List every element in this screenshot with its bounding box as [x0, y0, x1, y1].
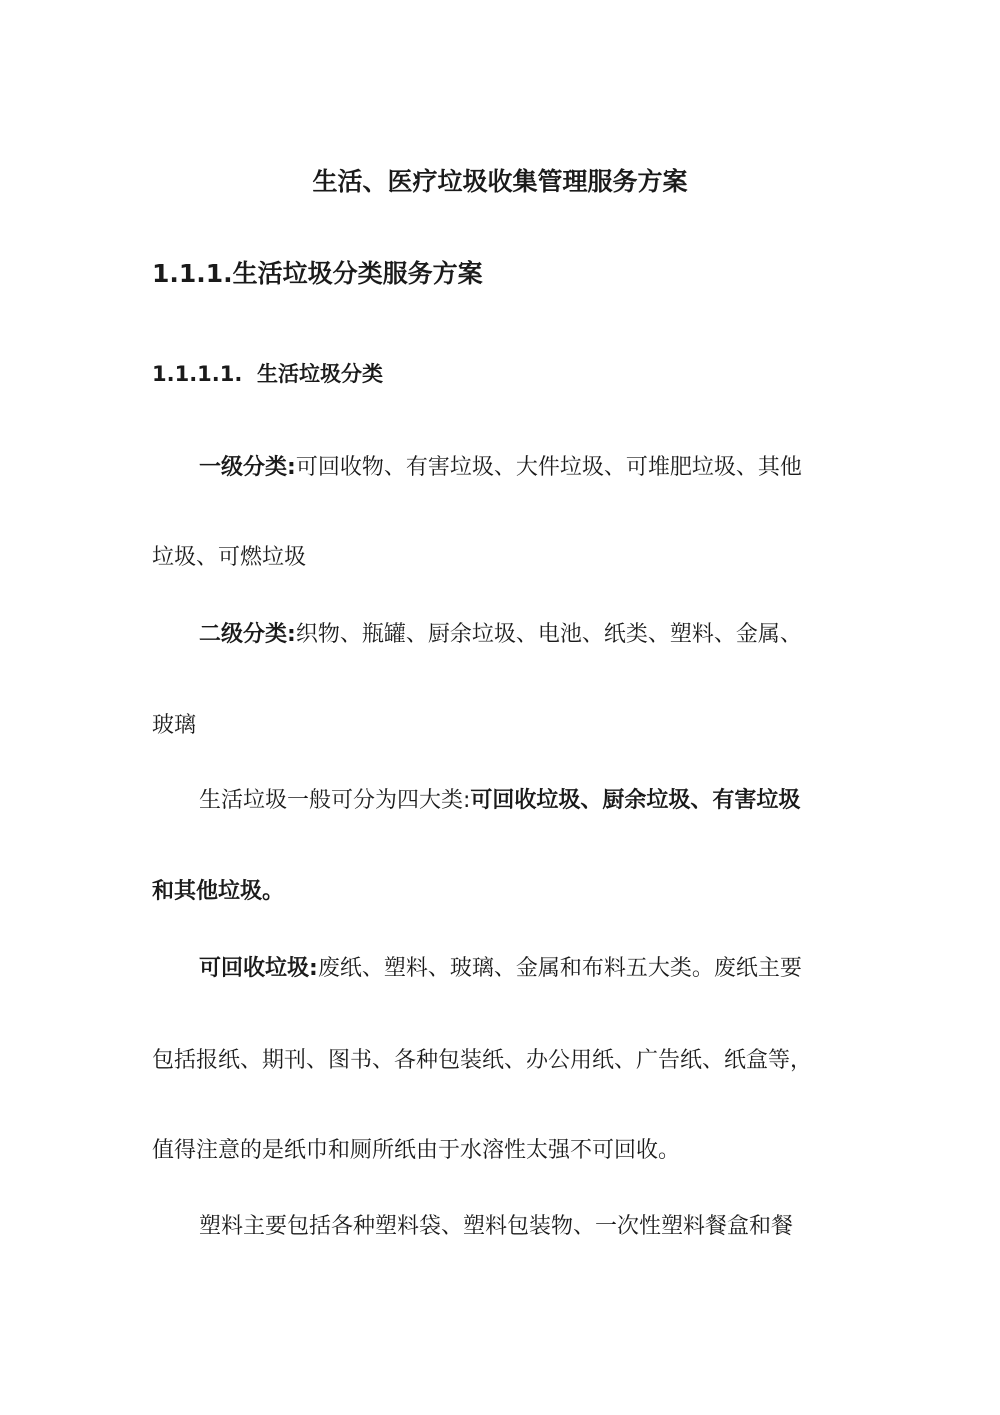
subsection-number: 1.1.1.1.: [152, 362, 243, 386]
primary-classification-label: 一级分类:: [199, 455, 296, 480]
paragraph-line: 玻璃: [152, 713, 197, 738]
four-categories-intro: 生活垃圾一般可分为四大类:: [199, 788, 471, 813]
document-title: 生活、医疗垃圾收集管理服务方案: [312, 167, 688, 196]
primary-classification-text: 可回收物、有害垃圾、大件垃圾、可堆肥垃圾、其他: [295, 455, 802, 480]
paragraph-secondary-classification: [199, 620, 899, 650]
paragraph-line: 值得注意的是纸巾和厕所纸由于水溶性太强不可回收。: [152, 1138, 681, 1163]
recyclable-label: 可回收垃圾:: [199, 956, 318, 981]
subsection-heading: [152, 359, 852, 389]
recyclable-text: 废纸、塑料、玻璃、金属和布料五大类。废纸主要: [317, 956, 802, 981]
paragraph-plastics: 塑料主要包括各种塑料袋、塑料包装物、一次性塑料餐盒和餐: [199, 1214, 794, 1239]
secondary-classification-text: 织物、瓶罐、厨余垃圾、电池、纸类、塑料、金属、: [295, 622, 802, 647]
four-categories-list: 可回收垃圾、厨余垃圾、有害垃圾: [470, 788, 801, 813]
paragraph-primary-classification: [199, 453, 899, 483]
four-categories-list-end: 和其他垃圾。: [152, 879, 285, 904]
section-heading: 1.1.1.生活垃圾分类服务方案: [152, 259, 483, 288]
paragraph-line: [152, 877, 852, 907]
paragraph-line: 垃圾、可燃垃圾: [152, 545, 307, 570]
paragraph-recyclable: [199, 954, 899, 984]
paragraph-four-categories: [199, 786, 899, 816]
paragraph-line: 包括报纸、期刊、图书、各种包装纸、办公用纸、广告纸、纸盒等，: [152, 1048, 813, 1073]
subsection-title: 生活垃圾分类: [257, 362, 383, 386]
secondary-classification-label: 二级分类:: [199, 622, 296, 647]
